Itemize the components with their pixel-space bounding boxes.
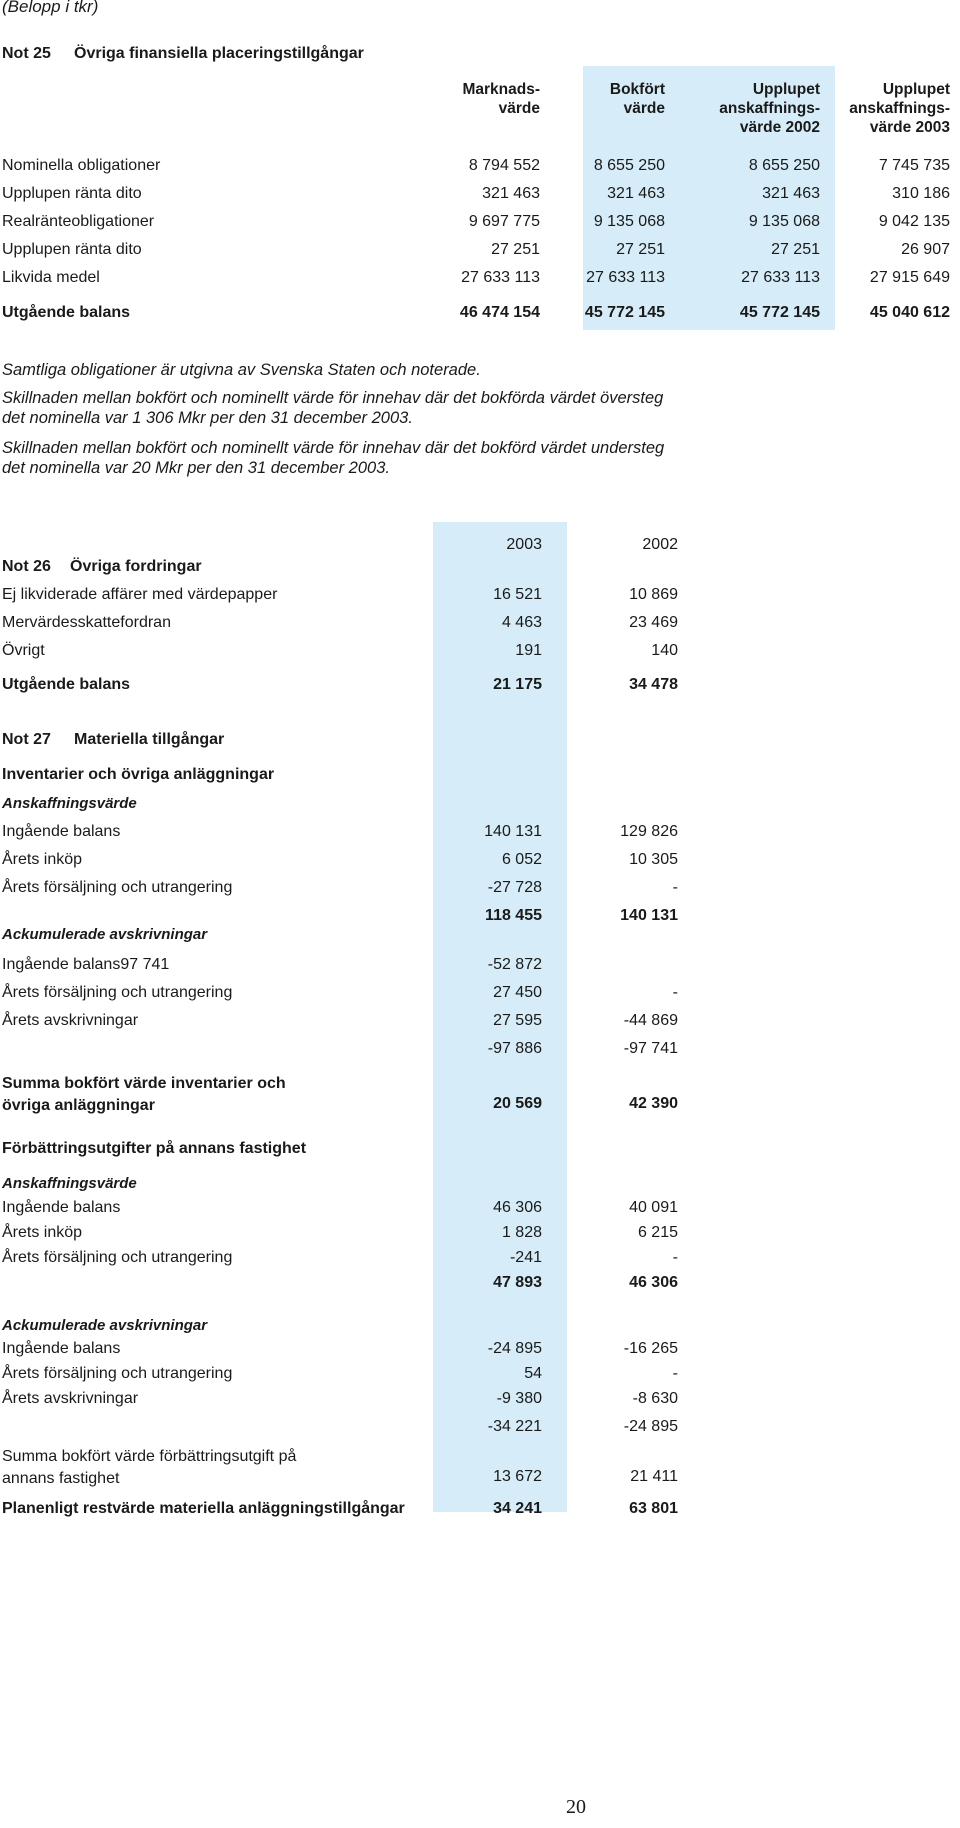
cell-2002: 42 390	[629, 1095, 678, 1112]
cell-2003: 191	[515, 642, 542, 659]
cell-upplupet-2002: 27 633 113	[741, 269, 820, 286]
cell-2003: 6 052	[501, 851, 542, 868]
cell-bokfort: 27 633 113	[586, 269, 665, 286]
row-label: Utgående balans	[2, 676, 131, 693]
cell-2003: 16 521	[493, 586, 542, 603]
cell-2003: 1 828	[501, 1224, 542, 1241]
subsection-title-anskaffningsvarde: Anskaffningsvärde	[2, 795, 137, 812]
row-label: Planenligt restvärde materiella anläggningstillgångar	[2, 1500, 405, 1517]
cell-2002: -97 741	[623, 1040, 678, 1057]
row-label: Övrigt	[2, 642, 45, 659]
subsection-title-avskrivningar: Ackumulerade avskrivningar	[2, 926, 208, 943]
cell-upplupet-2002: 8 655 250	[748, 157, 820, 174]
note25-col-header-bokfort: Bokfört värde	[609, 81, 665, 117]
page-header: (Belopp i tkr)	[2, 0, 99, 16]
subsection-title-avskrivningar: Ackumulerade avskrivningar	[2, 1317, 208, 1334]
note25-col-header-upplupet-2002: Upplupet anskaffnings- värde 2002	[719, 81, 820, 136]
cell-upplupet-2002: 45 772 145	[739, 304, 820, 321]
section-title-inventarier: Inventarier och övriga anläggningar	[2, 766, 275, 783]
row-label: Ingående balans	[2, 823, 121, 840]
cell-2002: 6 215	[637, 1224, 678, 1241]
cell-2002: -8 630	[632, 1390, 678, 1407]
note25-col-header-marknadsvarde: Marknads- värde	[462, 81, 540, 117]
cell-2002: -	[672, 984, 678, 1001]
cell-2003: 118 455	[485, 907, 542, 924]
note25-footnote-3: Skillnaden mellan bokfört och nominellt värde för innehav där det bokförd värdet understeg det nominella var 20 Mkr per den 31 december 2003.	[2, 439, 665, 477]
cell-2002: 34 478	[629, 676, 678, 693]
cell-2003: -27 728	[487, 879, 542, 896]
cell-2002: 10 305	[629, 851, 678, 868]
cell-2003: 21 175	[493, 676, 542, 693]
cell-bokfort: 9 135 068	[593, 213, 665, 230]
row-label: Årets försäljning och utrangering	[2, 879, 233, 896]
cell-2002: 63 801	[629, 1500, 678, 1517]
cell-upplupet-2003: 9 042 135	[878, 213, 950, 230]
row-label: Årets avskrivningar	[2, 1390, 139, 1407]
cell-upplupet-2003: 310 186	[892, 185, 950, 202]
row-label: Utgående balans	[2, 304, 131, 321]
note25-number: Not 25	[2, 45, 51, 62]
subsection-title-anskaffningsvarde: Anskaffningsvärde	[2, 1175, 137, 1192]
row-label: Ingående balans	[2, 1340, 121, 1357]
cell-2003: 140 131	[484, 823, 542, 840]
row-label: Upplupen ränta dito	[2, 185, 142, 202]
row-label: Årets avskrivningar	[2, 1012, 139, 1029]
cell-bokfort: 8 655 250	[593, 157, 665, 174]
cell-marknadsvarde: 321 463	[482, 185, 540, 202]
cell-2002: 10 869	[629, 586, 678, 603]
cell-marknadsvarde: 27 633 113	[461, 269, 540, 286]
cell-marknadsvarde: 46 474 154	[459, 304, 540, 321]
note27-title: Materiella tillgångar	[74, 731, 225, 748]
note26-title: Övriga fordringar	[70, 558, 202, 575]
cell-2002: -16 265	[623, 1340, 678, 1357]
cell-2003: -24 895	[487, 1340, 542, 1357]
cell-2002: 21 411	[630, 1468, 678, 1485]
cell-2003: 27 595	[493, 1012, 542, 1029]
cell-2003: 4 463	[501, 614, 542, 631]
cell-2003: 54	[524, 1365, 542, 1382]
row-label: Årets inköp	[2, 1224, 83, 1241]
cell-2002: -	[672, 879, 678, 896]
row-label: Likvida medel	[2, 269, 100, 286]
row-label: Upplupen ränta dito	[2, 241, 142, 258]
cell-upplupet-2002: 27 251	[771, 241, 820, 258]
col-header-2003: 2003	[506, 536, 542, 553]
cell-2002: 40 091	[629, 1199, 678, 1216]
total-label-forbattringsutgifter: Summa bokfört värde förbättringsutgift på annans fastighet	[2, 1448, 297, 1487]
cell-2002: -	[672, 1365, 678, 1382]
cell-2002: -44 869	[623, 1012, 678, 1029]
note25-title: Övriga finansiella placeringstillgångar	[74, 45, 364, 62]
section-title-forbattringsutgifter: Förbättringsutgifter på annans fastighet	[2, 1140, 307, 1157]
cell-2003: -9 380	[496, 1390, 542, 1407]
cell-marknadsvarde: 27 251	[491, 241, 540, 258]
cell-upplupet-2002: 321 463	[762, 185, 820, 202]
cell-2003: -52 872	[487, 956, 542, 973]
cell-2002: -24 895	[623, 1418, 678, 1435]
cell-bokfort: 45 772 145	[584, 304, 665, 321]
row-label: Årets försäljning och utrangering	[2, 1249, 233, 1266]
total-label-inventarier: Summa bokfört värde inventarier och övriga anläggningar	[2, 1075, 286, 1114]
cell-bokfort: 321 463	[607, 185, 665, 202]
note27-number: Not 27	[2, 731, 51, 748]
cell-2002: 140	[651, 642, 678, 659]
cell-upplupet-2003: 7 745 735	[878, 157, 950, 174]
cell-2003: -241	[509, 1249, 542, 1266]
note25-footnote-1: Samtliga obligationer är utgivna av Svenska Staten och noterade.	[2, 361, 481, 379]
row-label: Årets försäljning och utrangering	[2, 984, 233, 1001]
cell-marknadsvarde: 8 794 552	[468, 157, 540, 174]
cell-2002: 23 469	[629, 614, 678, 631]
note26-number: Not 26	[2, 558, 51, 575]
cell-upplupet-2003: 45 040 612	[869, 304, 950, 321]
cell-marknadsvarde: 9 697 775	[468, 213, 540, 230]
cell-2003: 27 450	[493, 984, 542, 1001]
cell-2003: 13 672	[493, 1468, 542, 1485]
row-label: Nominella obligationer	[2, 157, 161, 174]
cell-2003: -34 221	[487, 1418, 542, 1435]
row-label: Ej likviderade affärer med värdepapper	[2, 586, 278, 603]
row-label: Årets inköp	[2, 851, 83, 868]
note25-col-header-upplupet-2003: Upplupet anskaffnings- värde 2003	[849, 81, 950, 136]
cell-upplupet-2003: 26 907	[901, 241, 950, 258]
row-label: Mervärdesskattefordran	[2, 614, 171, 631]
cell-2003: 20 569	[493, 1095, 542, 1112]
cell-2003: -97 886	[487, 1040, 542, 1057]
cell-2002: 140 131	[620, 907, 678, 924]
cell-bokfort: 27 251	[616, 241, 665, 258]
cell-2002: 129 826	[620, 823, 678, 840]
cell-2003: 34 241	[493, 1500, 542, 1517]
cell-2003: 46 306	[493, 1199, 542, 1216]
row-label: Årets försäljning och utrangering	[2, 1365, 233, 1382]
col-header-2002: 2002	[642, 536, 678, 553]
row-label: Ingående balans	[2, 1199, 121, 1216]
cell-upplupet-2003: 27 915 649	[869, 269, 950, 286]
row-label: Ingående balans97 741	[2, 956, 170, 973]
note25-footnote-2: Skillnaden mellan bokfört och nominellt värde för innehav där det bokförda värdet översteg det nominella var 1 306 Mkr per den 31 december 2003.	[2, 389, 664, 427]
cell-2002: 46 306	[629, 1274, 678, 1291]
cell-upplupet-2002: 9 135 068	[748, 213, 820, 230]
row-label: Realränteobligationer	[2, 213, 155, 230]
cell-2002: -	[672, 1249, 678, 1266]
cell-2003: 47 893	[493, 1274, 542, 1291]
page-number: 20	[566, 1796, 586, 1818]
